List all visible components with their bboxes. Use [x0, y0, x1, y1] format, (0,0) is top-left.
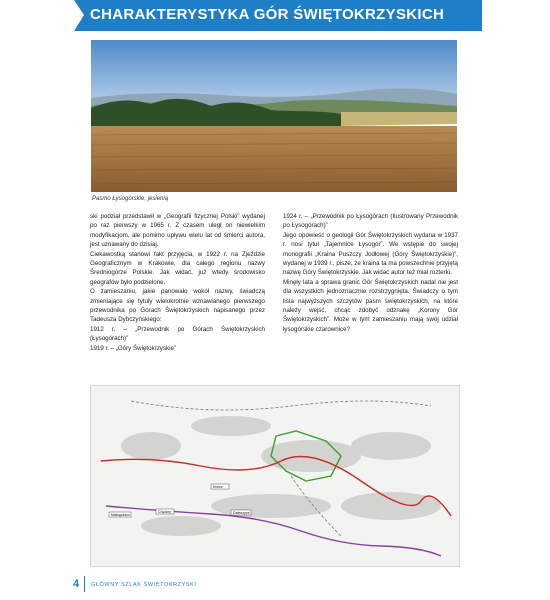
- map-label: Małogoszcz: [111, 513, 130, 517]
- footer-title: GŁÓWNY SZLAK ŚWIĘTOKRZYSKI: [91, 582, 197, 588]
- map-label: Kielce: [213, 485, 223, 489]
- footer-divider: [84, 576, 85, 592]
- relief-map: [90, 385, 460, 567]
- header-arrow-icon: [74, 0, 84, 31]
- page-number: 4: [73, 578, 80, 590]
- paragraph: O zamieszaniu, jakie panowało wokół nazwy, świadczą zmieniające się tytuły wielokrotnie wznawianego pierwszego przewodnika po Górach Świętokrzyskich napisanego przez Tadeusza Dybczyńskiego:: [90, 288, 265, 324]
- paragraph: ski podział przedstawił w „Geografii fizycznej Polski” wydanej po raz pierwszy w 1965 r. Z czasem uległ on niewielkim modyfikacjom, ale pomimo upływu wielu lat od śmierci autora, jest uznawany do dzisiaj.: [90, 213, 265, 249]
- paragraph: 1919 r. – „Góry Świętokrzyskie”: [90, 344, 176, 352]
- map-label: Chęciny: [158, 510, 171, 514]
- paragraph: 1912 r. – „Przewodnik po Górach Świętokrzyskich (Łysogórach)”: [90, 325, 265, 343]
- text-column-right: [283, 212, 458, 334]
- landscape-photo-image: [91, 40, 457, 192]
- map-label: Daleszyce: [233, 511, 250, 515]
- relief-map-image: [91, 386, 459, 566]
- text-column-left: [90, 212, 265, 353]
- paragraph: Jego opowieść o geologii Gór Świętokrzyskich wydana w 1937 r. nosi tytuł „Tajemnice Łysogór”. We wstępie do swojej monografii „Kraina Puszczy Jodłowej (Góry Świętokrzyskie)”, wydanej w 1939 r., pisze, że kraina ta ma powszechnie przyjętą nazwę Góry Świętokrzyskie. Jak widać autor też miał rozterki.: [283, 231, 458, 277]
- paragraph: 1924 r. – „Przewodnik po Łysogórach (Ilustrowany Przewodnik po Łysogórach)”: [283, 213, 458, 230]
- paragraph: Ciekawostką stanowi fakt przyjęcia, w 1922 r. na Zjeździe Geograficznym w Krakowie, dla całego regionu nazwy Średniogórze Polskie. Jak widać, już wtedy środowisko geografów było podzielone.: [90, 250, 265, 286]
- page-title: CHARAKTERYSTYKA GÓR ŚWIĘTOKRZYSKICH: [90, 6, 445, 23]
- photo-caption: Pasmo Łysogórskie, jesienią: [92, 196, 169, 202]
- landscape-photo: [91, 40, 457, 192]
- paragraph: Minęły lata a sprawa granic Gór Świętokrzyskich nadal nie jest dla wszystkich jednoznacznie rozstrzygnięta. Świadczy o tym lista najwyższych szczytów pasm świętokrzyskich, na które należy wejść, chcąc zdobyć odznakę „Korony Gór Świętokrzyskich”. Może w tym zamieszaniu mają swój udział łysogórskie czarownice?: [283, 278, 458, 333]
